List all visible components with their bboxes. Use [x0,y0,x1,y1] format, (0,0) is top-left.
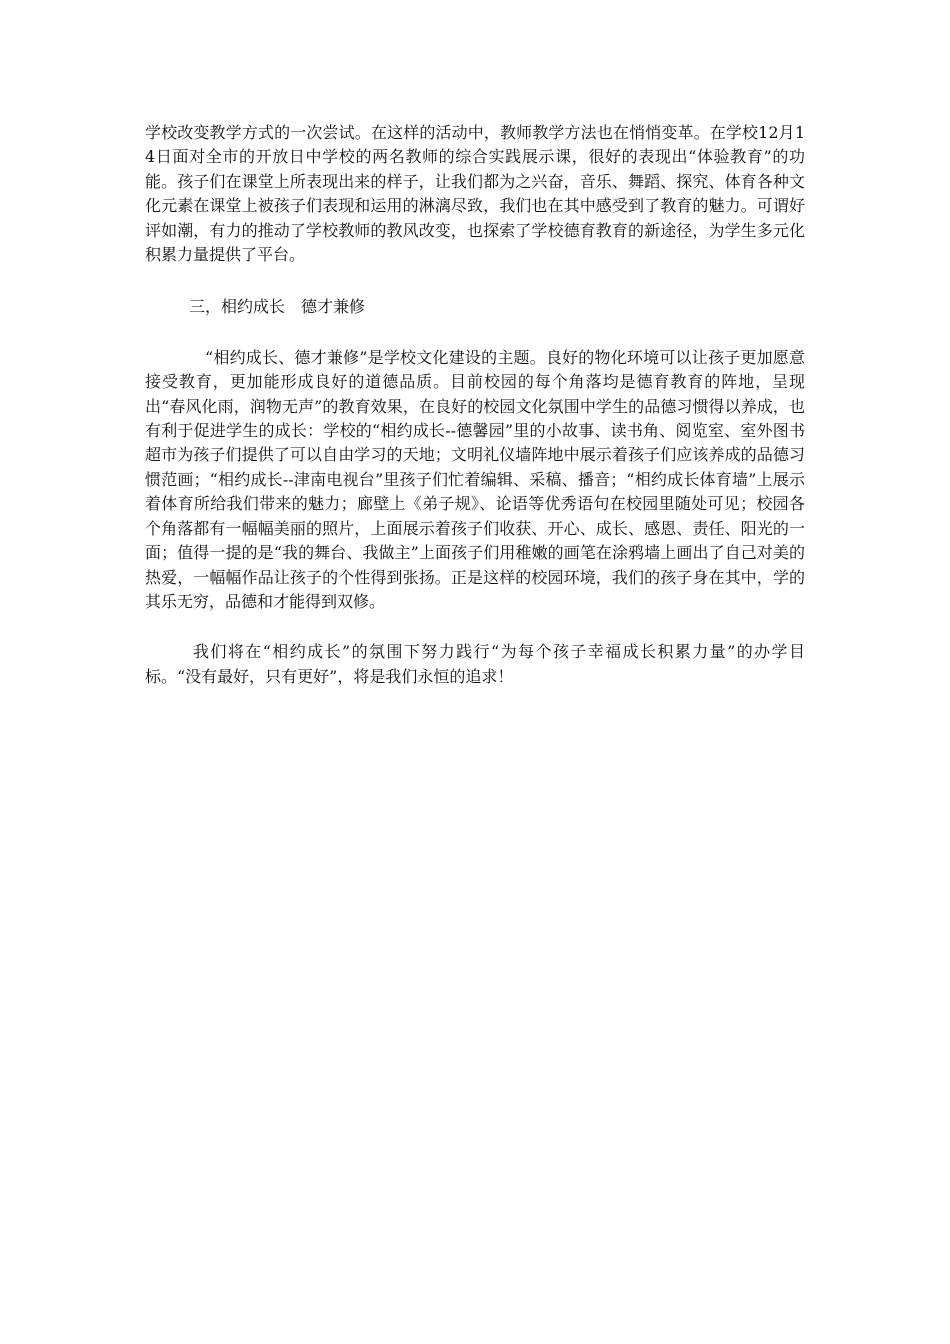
document-body [145,121,805,689]
paragraph-1: 学校改变教学方式的一次尝试。在这样的活动中，教师教学方法也在悄悄变革。在学校12月14日面对全市的开放日中学校的两名教师的综合实践展示课，很好的表现出“体验教育”的功能。孩子们在课堂上所表现出来的样子，让我们都为之兴奋，音乐、舞蹈、探究、体育各种文化元素在课堂上被孩子们表现和运用的淋漓尽致，我们也在其中感受到了教育的魅力。可谓好评如潮，有力的推动了学校教师的教风改变，也探索了学校德育教育的新途径，为学生多元化积累力量提供了平台。 [145,123,805,265]
paragraph-2: “相约成长、德才兼修”是学校文化建设的主题。良好的物化环境可以让孩子更加愿意接受教育，更加能形成良好的道德品质。目前校园的每个角落均是德育教育的阵地，呈现出“春风化雨，润物无声”的教育效果，在良好的校园文化氛围中学生的品德习惯得以养成，也有利于促进学生的成长：学校的“相约成长--德馨园”里的小故事、读书角、阅览室、室外图书超市为孩子们提供了可以自由学习的天地；文明礼仪墙阵地中展示着孩子们应该养成的品德习惯范画；“相约成长--津南电视台”里孩子们忙着编辑、采稿、播音；“相约成长体育墙”上展示着体育所给我们带来的魅力；廊壁上《弟子规》、论语等优秀语句在校园里随处可见；校园各个角落都有一幅幅美丽的照片，上面展示着孩子们收获、开心、成长、感恩、责任、阳光的一面；值得一提的是“我的舞台、我做主”上面孩子们用稚嫩的画笔在涂鸦墙上画出了自己对美的热爱，一幅幅作品让孩子的个性得到张扬。正是这样的校园环境，我们的孩子身在其中，学的其乐无穷，品德和才能得到双修。 [145,347,805,611]
paragraph-3: 我们将在“相约成长”的氛围下努力践行“为每个孩子幸福成长积累力量”的办学目标。“没有最好，只有更好”，将是我们永恒的追求！ [145,642,805,686]
section-heading: 三，相约成长 德才兼修 [189,297,366,317]
